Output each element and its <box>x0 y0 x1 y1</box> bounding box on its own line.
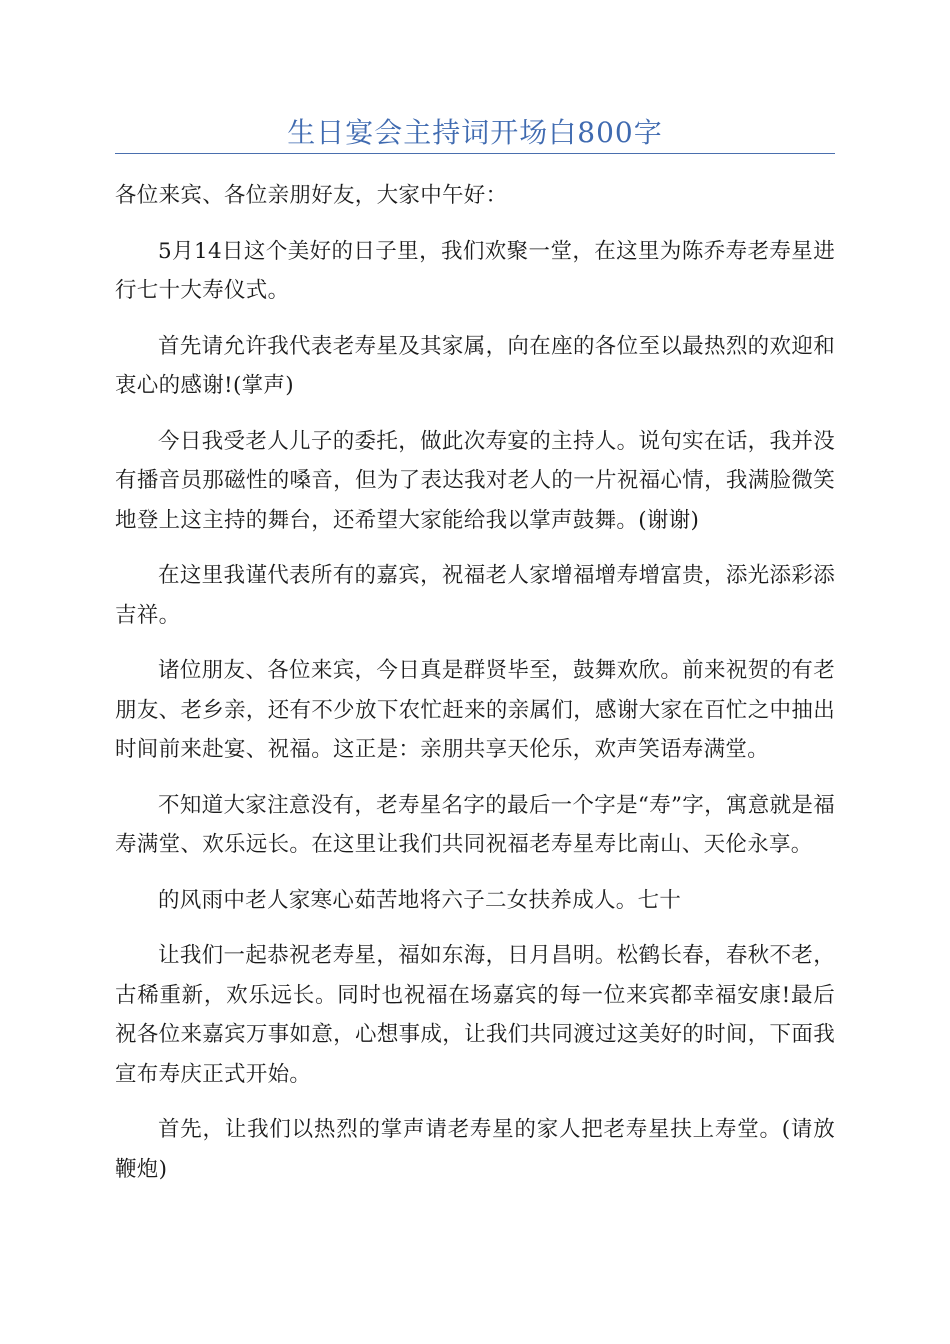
document-title: 生日宴会主持词开场白800字 <box>287 116 663 149</box>
paragraph: 首先，让我们以热烈的掌声请老寿星的家人把老寿星扶上寿堂。(请放鞭炮) <box>115 1117 835 1182</box>
paragraph: 5月14日这个美好的日子里，我们欢聚一堂，在这里为陈乔寿老寿星进行七十大寿仪式。 <box>115 238 835 303</box>
paragraph: 不知道大家注意没有，老寿星名字的最后一个字是“寿”字，寓意就是福寿满堂、欢乐远长。在这里让我们共同祝福老寿星寿比南山、天伦永享。 <box>115 792 835 857</box>
paragraph: 今日我受老人儿子的委托，做此次寿宴的主持人。说句实在话，我并没有播音员那磁性的嗓音，但为了表达我对老人的一片祝福心情，我满脸微笑地登上这主持的舞台，还希望大家能给我以掌声鼓舞。(谢谢) <box>115 428 835 533</box>
paragraph-greeting: 各位来宾、各位亲朋好友，大家中午好： <box>115 183 508 208</box>
document-body <box>115 176 835 1205</box>
paragraph: 诸位朋友、各位来宾，今日真是群贤毕至，鼓舞欢欣。前来祝贺的有老朋友、老乡亲，还有不少放下农忙赶来的亲属们，感谢大家在百忙之中抽出时间前来赴宴、祝福。这正是：亲朋共享天伦乐，欢声笑语寿满堂。 <box>115 658 835 762</box>
title-underline <box>115 153 835 154</box>
paragraph: 在这里我谨代表所有的嘉宾，祝福老人家增福增寿增富贵，添光添彩添吉祥。 <box>115 563 835 628</box>
paragraph: 首先请允许我代表老寿星及其家属，向在座的各位至以最热烈的欢迎和衷心的感谢!(掌声) <box>115 333 835 398</box>
paragraph: 的风雨中老人家寒心茹苦地将六子二女扶养成人。七十 <box>158 887 682 913</box>
paragraph: 让我们一起恭祝老寿星，福如东海，日月昌明。松鹤长春，春秋不老，古稀重新，欢乐远长。同时也祝福在场嘉宾的每一位来宾都幸福安康!最后祝各位来嘉宾万事如意，心想事成，让我们共同渡过这美好的时间，下面我宣布寿庆正式开始。 <box>115 943 835 1087</box>
